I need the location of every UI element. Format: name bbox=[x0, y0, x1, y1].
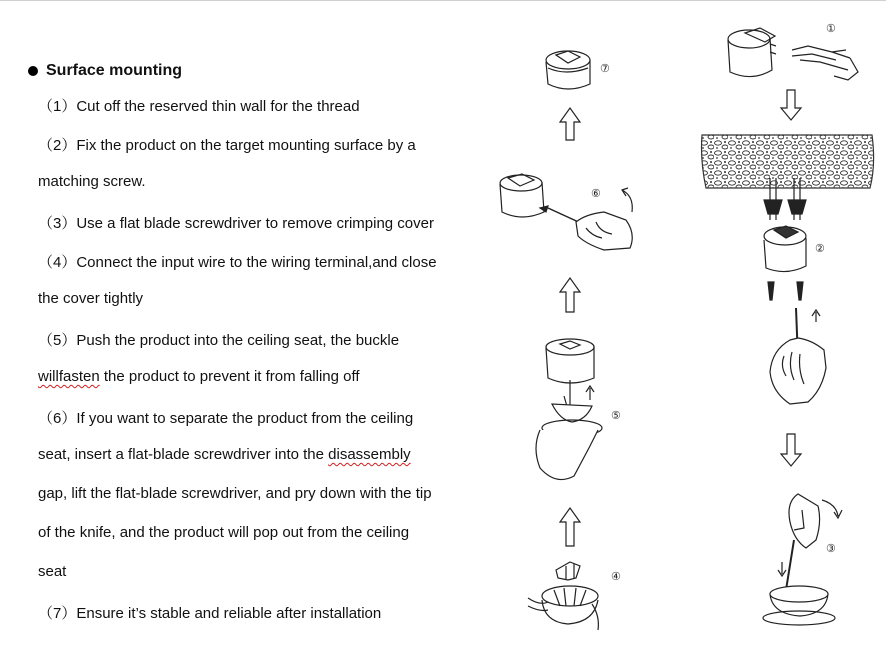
step-6-line-5: seat bbox=[38, 563, 67, 580]
heading-text: Surface mounting bbox=[46, 62, 183, 79]
arrow-down-icon bbox=[781, 434, 801, 466]
arrow-up-icon bbox=[560, 508, 580, 546]
step-7-number: ⑦ bbox=[600, 63, 610, 75]
step-7: （7）Ensure it’s stable and reliable after installation bbox=[38, 605, 382, 622]
step-7-illustration bbox=[546, 51, 610, 89]
step-3-number: ③ bbox=[826, 543, 836, 555]
step-3-illustration bbox=[763, 494, 842, 625]
step-5-line-2-rest: the product to prevent it from falling off bbox=[99, 368, 360, 385]
step-2-line-2: matching screw. bbox=[38, 173, 146, 190]
step-6-line-2-pre: seat, insert a flat-blade screwdriver into the bbox=[38, 446, 329, 463]
step-6-line-4: of the knife, and the product will pop out from the ceiling bbox=[38, 524, 410, 541]
screwdriver-hand-1 bbox=[770, 308, 826, 404]
step-1: （1）Cut off the reserved thin wall for the thread bbox=[38, 98, 360, 115]
step-5-number: ⑤ bbox=[611, 410, 621, 422]
step-5-line-1: （5）Push the product into the ceiling seat, the buckle bbox=[38, 332, 400, 349]
step-2-line-1: （2）Fix the product on the target mounting surface by a bbox=[38, 137, 416, 154]
step-1-number: ① bbox=[826, 23, 836, 35]
step-4-line-2: the cover tightly bbox=[38, 290, 144, 307]
step-4-line-1: （4）Connect the input wire to the wiring terminal,and close bbox=[38, 254, 437, 271]
step-6-number: ⑥ bbox=[591, 188, 601, 200]
step-2-number: ② bbox=[815, 243, 825, 255]
step-3: （3）Use a flat blade screwdriver to remove crimping cover bbox=[38, 215, 434, 232]
step-4-illustration bbox=[528, 562, 621, 630]
arrow-up-icon bbox=[560, 278, 580, 312]
step-6-line-1: （6）If you want to separate the product from the ceiling bbox=[38, 410, 414, 427]
step-5-illustration bbox=[536, 339, 621, 480]
step-6-illustration bbox=[500, 174, 632, 250]
step-1-illustration bbox=[728, 23, 858, 80]
arrow-up-icon bbox=[560, 108, 580, 140]
step-6-line-3: gap, lift the flat-blade screwdriver, and pry down with the tip bbox=[38, 485, 432, 502]
arrow-down-icon bbox=[781, 90, 801, 120]
step-4-number: ④ bbox=[611, 571, 621, 583]
spelling-flag-willfasten: willfasten bbox=[38, 368, 100, 385]
step-2-illustration bbox=[764, 178, 825, 300]
ceiling-slab bbox=[702, 135, 874, 188]
spelling-flag-disassembly: disassembly bbox=[328, 446, 411, 463]
